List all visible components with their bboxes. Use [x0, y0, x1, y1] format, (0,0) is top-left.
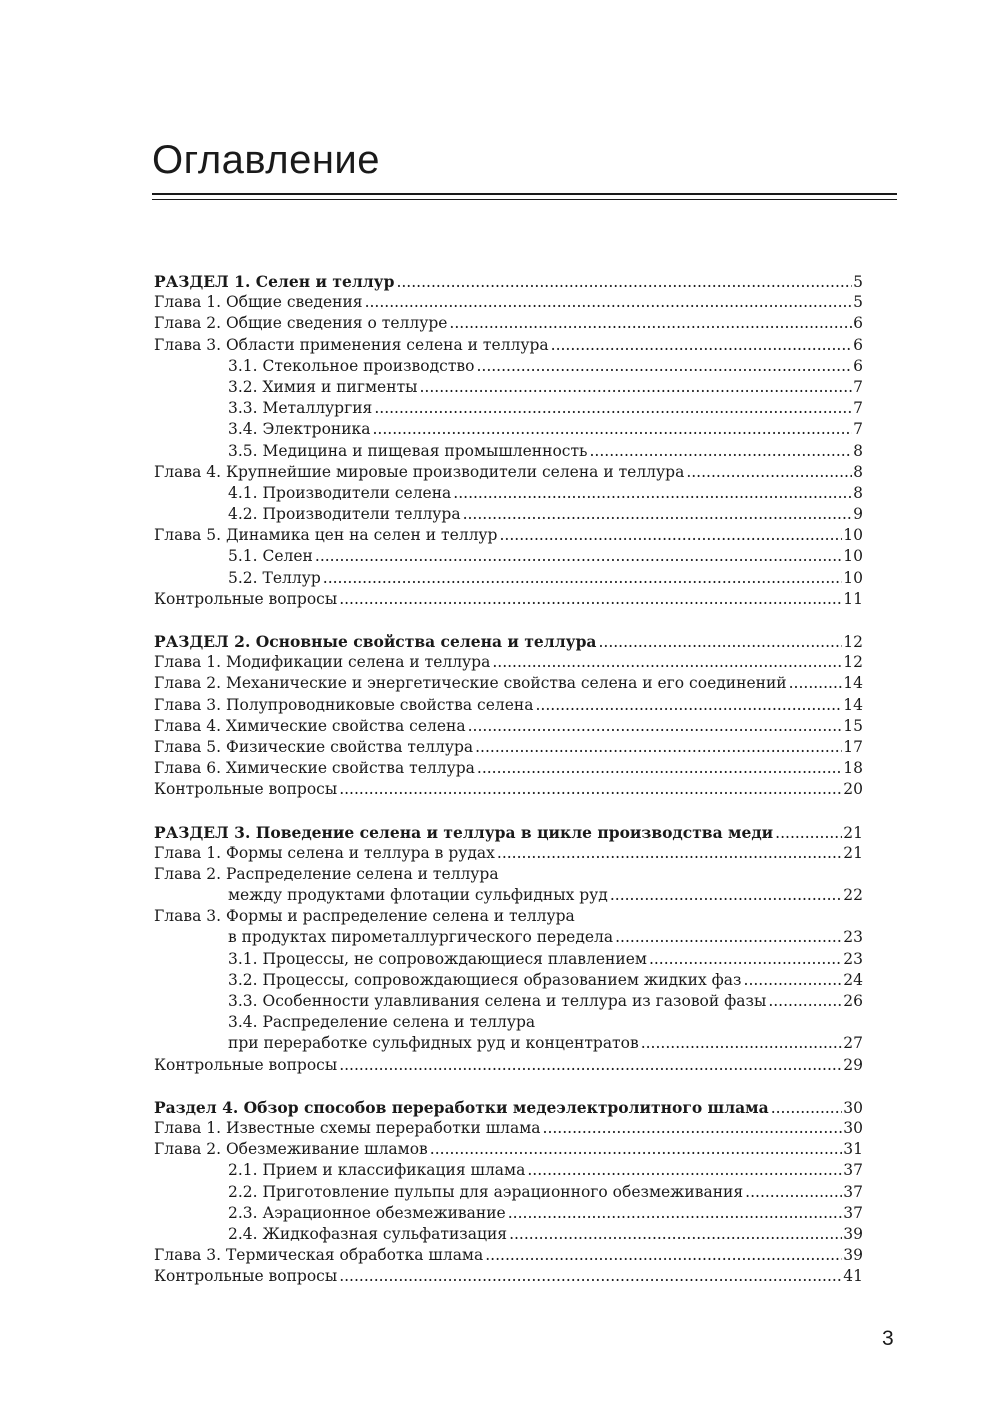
toc-entry-label: РАЗДЕЛ 2. Основные свойства селена и теллура: [154, 632, 597, 651]
toc-leader-dots: [590, 441, 853, 462]
toc-leader-dots: [543, 1118, 843, 1139]
toc-entry-label: Глава 4. Химические свойства селена: [154, 716, 466, 735]
toc-entry[interactable]: [154, 1055, 863, 1076]
toc-entry[interactable]: [154, 1224, 863, 1245]
toc-entry-label: 2.1. Прием и классификация шлама: [228, 1161, 526, 1180]
toc-entry-page: 6: [853, 314, 863, 333]
toc-leader-dots: [497, 843, 842, 864]
toc-entry-page: 6: [853, 356, 863, 375]
toc-entry-page: 24: [843, 970, 863, 989]
toc-entry-label: Глава 2. Обезмеживание шламов: [154, 1140, 428, 1159]
toc-entry[interactable]: [154, 313, 863, 334]
toc-entry[interactable]: [154, 695, 863, 716]
toc-section: [154, 631, 863, 801]
toc-entry-page: 31: [843, 1140, 863, 1159]
toc-entry-page: 8: [853, 483, 863, 502]
toc-leader-dots: [745, 1182, 842, 1203]
toc-entry[interactable]: [154, 504, 863, 525]
toc-entry[interactable]: [154, 1245, 863, 1266]
toc-leader-dots: [686, 462, 852, 483]
toc-leader-dots: [789, 673, 843, 694]
toc-entry-label: 5.1. Селен: [228, 547, 313, 566]
toc-leader-dots: [499, 525, 842, 546]
toc-entry-page: 14: [843, 674, 863, 693]
toc-leader-dots: [396, 272, 852, 293]
toc-entry[interactable]: [154, 546, 863, 567]
toc-entry-label: 4.1. Производители селена: [228, 483, 452, 502]
toc-entry-page: 8: [853, 441, 863, 460]
toc-leader-dots: [373, 419, 853, 440]
toc-entry-page: 7: [853, 420, 863, 439]
toc-entry[interactable]: [154, 398, 863, 419]
toc-leader-dots: [649, 949, 842, 970]
toc-entry[interactable]: [154, 949, 863, 970]
toc-leader-dots: [771, 1098, 843, 1119]
toc-entry-label: 3.2. Процессы, сопровождающиеся образованием жидких фаз: [228, 970, 742, 989]
title-rule-thin: [152, 199, 897, 200]
toc-entry-page: 26: [843, 992, 863, 1010]
toc-leader-dots: [508, 1203, 843, 1224]
toc-leader-dots: [449, 313, 852, 334]
toc-section-heading[interactable]: [154, 1097, 863, 1118]
toc-leader-dots: [477, 758, 842, 779]
toc-entry-label: 2.2. Приготовление пульпы для аэрационного обезмеживания: [228, 1182, 744, 1201]
toc-leader-dots: [430, 1139, 842, 1160]
toc-entry[interactable]: [154, 970, 863, 991]
toc-leader-dots: [775, 823, 842, 844]
toc-entry[interactable]: [154, 1139, 863, 1160]
toc-leader-dots: [468, 716, 843, 737]
toc-entry[interactable]: [154, 843, 863, 864]
toc-entry[interactable]: [154, 377, 863, 398]
toc-entry-label: Глава 3. Термическая обработка шлама: [154, 1246, 484, 1265]
toc-leader-dots: [323, 568, 843, 589]
toc-entry-label: Контрольные вопросы: [154, 589, 338, 608]
toc-section: [154, 1097, 863, 1288]
toc-entry[interactable]: [154, 716, 863, 737]
toc-entry[interactable]: [154, 906, 863, 927]
toc-entry-label: Глава 1. Общие сведения: [154, 293, 363, 312]
toc-entry[interactable]: [154, 991, 863, 1012]
toc-entry-page: 12: [843, 653, 863, 672]
toc-entry[interactable]: [154, 462, 863, 483]
toc-entry-page: 10: [843, 568, 863, 587]
toc-entry-label: Глава 2. Общие сведения о теллуре: [154, 314, 448, 333]
toc-entry[interactable]: [154, 673, 863, 694]
toc-entry[interactable]: [154, 1118, 863, 1139]
toc-leader-dots: [339, 1266, 842, 1287]
toc-entry[interactable]: [154, 1012, 863, 1033]
toc-section: [154, 822, 863, 1076]
toc-entry-label: 4.2. Производители теллура: [228, 505, 461, 524]
toc-entry[interactable]: [154, 568, 863, 589]
toc-entry-label: Глава 5. Динамика цен на селен и теллур: [154, 526, 498, 545]
toc-entry[interactable]: [154, 1182, 863, 1203]
toc-leader-dots: [476, 356, 852, 377]
toc-leader-dots: [598, 632, 842, 653]
toc-leader-dots: [339, 779, 842, 800]
toc-entry-page: 30: [843, 1118, 863, 1137]
toc-leader-dots: [492, 652, 842, 673]
toc-entry-page: 12: [843, 633, 863, 651]
toc-leader-dots: [485, 1245, 842, 1266]
toc-entry-page: 5: [853, 273, 863, 291]
toc-entry-page: 41: [843, 1267, 863, 1286]
toc-entry[interactable]: [154, 292, 863, 313]
toc-entry-label: 3.3. Особенности улавливания селена и теллура из газовой фазы: [228, 992, 767, 1010]
toc-entry-label: Глава 4. Крупнейшие мировые производители селена и теллура: [154, 462, 685, 481]
toc-entry-page: 15: [843, 716, 863, 735]
toc-entry[interactable]: [154, 885, 863, 906]
toc-entry[interactable]: [154, 1203, 863, 1224]
toc-entry-label: между продуктами флотации сульфидных руд: [228, 886, 608, 905]
toc-entry-page: 22: [843, 886, 863, 905]
toc-entry-page: 6: [853, 335, 863, 354]
toc-entry-label: Глава 5. Физические свойства теллура: [154, 737, 474, 756]
toc-leader-dots: [535, 695, 842, 716]
toc-entry-label: РАЗДЕЛ 1. Селен и теллур: [154, 272, 395, 291]
toc-entry-label: Глава 2. Механические и энергетические свойства селена и его соединений: [154, 674, 787, 693]
toc-leader-dots: [365, 292, 853, 313]
toc-entry-label: Глава 3. Формы и распределение селена и теллура: [154, 907, 575, 926]
toc-leader-dots: [315, 546, 842, 567]
toc-entry[interactable]: [154, 652, 863, 673]
toc-entry-page: 30: [843, 1098, 863, 1117]
toc-entry-page: 10: [843, 547, 863, 566]
toc-entry[interactable]: [154, 589, 863, 610]
toc-entry[interactable]: [154, 737, 863, 758]
toc-section-heading[interactable]: [154, 271, 863, 292]
toc-entry-label: Глава 1. Модификации селена и теллура: [154, 653, 491, 672]
toc-leader-dots: [641, 1033, 843, 1054]
toc-entry[interactable]: [154, 441, 863, 462]
toc-entry-page: 21: [843, 823, 863, 842]
toc-entry-label: 3.2. Химия и пигменты: [228, 377, 418, 396]
toc-entry-label: 3.1. Процессы, не сопровождающиеся плавлением: [228, 949, 647, 968]
toc-leader-dots: [374, 398, 852, 419]
toc-entry-page: 23: [843, 949, 863, 968]
toc-entry[interactable]: [154, 864, 863, 885]
toc-entry-label: Глава 3. Полупроводниковые свойства селена: [154, 695, 534, 714]
toc-leader-dots: [615, 927, 842, 948]
toc-section-heading[interactable]: [154, 822, 863, 843]
toc-entry[interactable]: [154, 525, 863, 546]
toc-entry[interactable]: [154, 335, 863, 356]
toc-entry-label: Глава 1. Известные схемы переработки шлама: [154, 1118, 541, 1137]
toc-leader-dots: [551, 335, 852, 356]
toc-entry-page: 5: [853, 293, 863, 312]
toc-entry-page: 37: [843, 1182, 863, 1201]
toc-leader-dots: [768, 991, 842, 1012]
toc-leader-dots: [463, 504, 853, 525]
toc-entry-page: 7: [853, 377, 863, 396]
toc-entry-page: 21: [843, 843, 863, 862]
toc-section: [154, 271, 863, 610]
toc-leader-dots: [509, 1224, 842, 1245]
toc-entry-page: 11: [843, 589, 863, 608]
toc-entry[interactable]: [154, 1160, 863, 1181]
toc-entry[interactable]: [154, 483, 863, 504]
toc-entry-label: 3.4. Электроника: [228, 420, 371, 439]
toc-entry[interactable]: [154, 779, 863, 800]
toc-entry-page: 39: [843, 1224, 863, 1243]
toc-entry-page: 9: [853, 505, 863, 524]
toc-entry-label: 2.4. Жидкофазная сульфатизация: [228, 1224, 508, 1243]
toc-entry-page: 23: [843, 928, 863, 947]
toc-entry[interactable]: [154, 1266, 863, 1287]
toc-leader-dots: [339, 1055, 842, 1076]
toc-entry-label: 3.5. Медицина и пищевая промышленность: [228, 441, 588, 460]
toc-entry-page: 17: [843, 737, 863, 756]
toc-entry-label: в продуктах пирометаллургического передела: [228, 928, 614, 947]
toc-entry-page: 39: [843, 1246, 863, 1265]
toc-entry-page: 20: [843, 780, 863, 799]
toc-leader-dots: [339, 589, 842, 610]
toc-entry-page: 18: [843, 759, 863, 778]
toc-leader-dots: [419, 377, 852, 398]
toc-entry-label: Контрольные вопросы: [154, 780, 338, 799]
page-title: Оглавление: [152, 138, 381, 182]
toc-entry-label: 3.1. Стекольное производство: [228, 356, 475, 375]
toc-entry-label: 5.2. Теллур: [228, 568, 321, 587]
toc-entry[interactable]: [154, 758, 863, 779]
toc-leader-dots: [744, 970, 843, 991]
toc-entry-page: 37: [843, 1203, 863, 1222]
toc-entry-label: Глава 6. Химические свойства теллура: [154, 759, 475, 778]
toc-entry-label: 3.3. Металлургия: [228, 399, 373, 418]
toc-entry-label: Раздел 4. Обзор способов переработки медеэлектролитного шлама: [154, 1097, 769, 1117]
toc-entry-label: 3.4. Распределение селена и теллура: [228, 1013, 536, 1032]
toc-entry[interactable]: [154, 356, 863, 377]
toc-entry-label: Контрольные вопросы: [154, 1055, 338, 1074]
toc-leader-dots: [453, 483, 852, 504]
table-of-contents: [154, 271, 863, 1308]
toc-entry-page: 14: [843, 695, 863, 714]
toc-entry-page: 37: [843, 1161, 863, 1180]
toc-entry[interactable]: [154, 1033, 863, 1054]
toc-entry-label: при переработке сульфидных руд и концентратов: [228, 1034, 639, 1053]
toc-entry-label: Глава 2. Распределение селена и теллура: [154, 864, 499, 883]
toc-entry-label: Контрольные вопросы: [154, 1267, 338, 1286]
toc-leader-dots: [610, 885, 842, 906]
toc-leader-dots: [527, 1160, 842, 1181]
toc-entry[interactable]: [154, 927, 863, 948]
toc-entry-page: 7: [853, 399, 863, 418]
toc-entry-page: 29: [843, 1055, 863, 1074]
toc-entry-label: Глава 3. Области применения селена и теллура: [154, 335, 549, 354]
toc-entry-page: 8: [853, 462, 863, 481]
title-rule-thick: [152, 193, 897, 195]
toc-section-heading[interactable]: [154, 631, 863, 652]
toc-entry-label: РАЗДЕЛ 3. Поведение селена и теллура в цикле производства меди: [154, 822, 774, 842]
toc-leader-dots: [475, 737, 842, 758]
toc-entry-page: 27: [843, 1034, 863, 1053]
toc-entry-label: 2.3. Аэрационное обезмеживание: [228, 1203, 506, 1222]
toc-entry-label: Глава 1. Формы селена и теллура в рудах: [154, 843, 495, 862]
toc-entry[interactable]: [154, 419, 863, 440]
toc-entry-page: 10: [843, 526, 863, 545]
page-number: 3: [882, 1327, 894, 1350]
